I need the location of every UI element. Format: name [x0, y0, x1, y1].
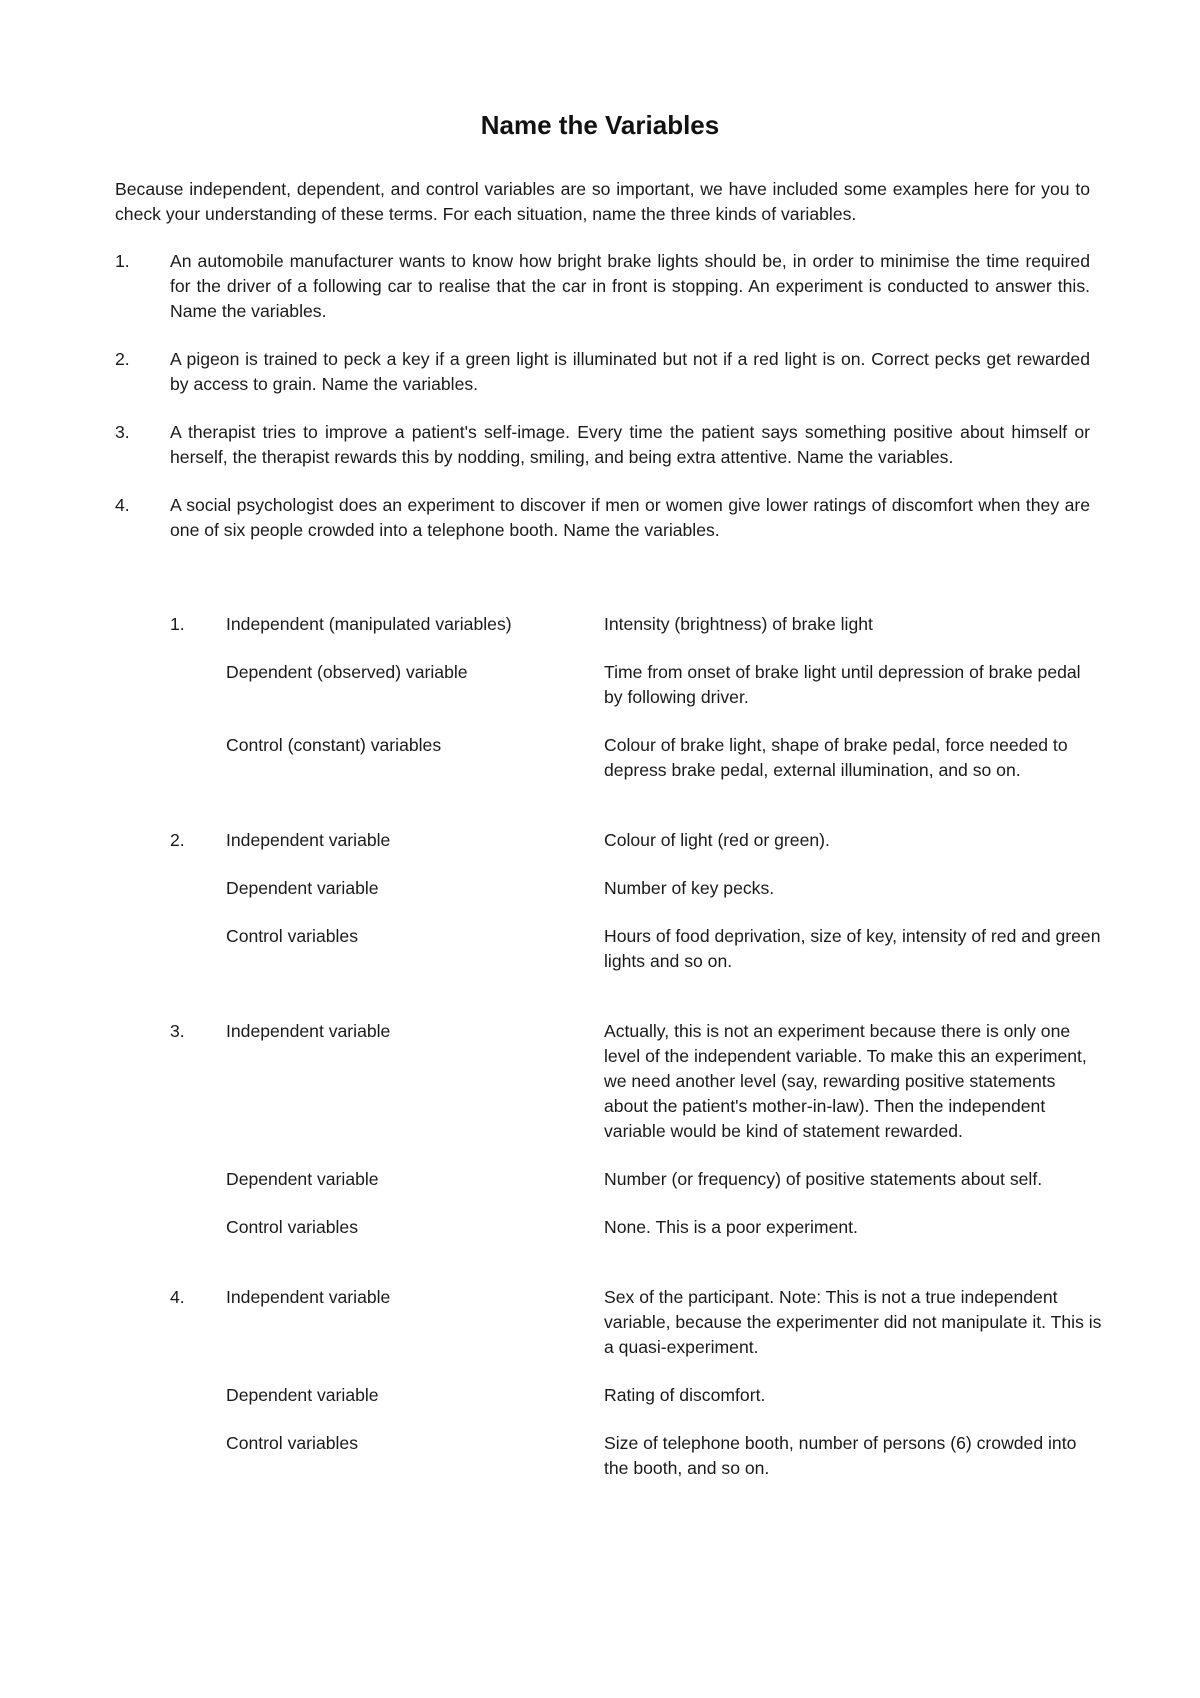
variable-value: Colour of light (red or green). [604, 830, 830, 850]
variable-label: Control variables [226, 1433, 359, 1453]
answer-row [226, 1431, 1100, 1481]
page-title: Name the Variables [480, 110, 720, 140]
answer-number: 1. [170, 614, 185, 634]
variable-label: Independent variable [226, 1021, 391, 1041]
variable-label: Independent variable [226, 830, 391, 850]
question-item [115, 420, 1090, 470]
variable-value: Sex of the participant. Note: This is not a true independent variable, because the experimenter did not manipulate it. This is a quasi-experiment. [604, 1287, 1102, 1357]
answer-block [170, 828, 1100, 974]
variable-value: Number (or frequency) of positive statements about self. [604, 1169, 1043, 1189]
answer-row [226, 612, 1100, 637]
question-number: 4. [115, 495, 130, 515]
variable-value: Number of key pecks. [604, 878, 775, 898]
question-number: 3. [115, 422, 130, 442]
answer-block [170, 1285, 1100, 1481]
intro-paragraph: Because independent, dependent, and control variables are so important, we have included some examples here for you to check your understanding of these terms. For each situation, name the three kinds of variables. [115, 179, 1090, 224]
answer-row [226, 1215, 1100, 1240]
question-text: An automobile manufacturer wants to know how bright brake lights should be, in order to minimise the time required for the driver of a following car to realise that the car in front is stopping. An experiment is conducted to answer this. Name the variables. [170, 251, 1090, 321]
variable-label: Dependent variable [226, 1169, 379, 1189]
variable-value: Rating of discomfort. [604, 1385, 766, 1405]
answer-row [226, 1383, 1100, 1408]
answer-row [226, 1285, 1100, 1360]
variable-label: Independent variable [226, 1287, 391, 1307]
answer-block [170, 612, 1100, 783]
answer-block [170, 1019, 1100, 1240]
question-item [115, 249, 1090, 324]
answer-row [226, 924, 1100, 974]
variable-value: Actually, this is not an experiment because there is only one level of the independent variable. To make this an experiment, we need another level (say, rewarding positive statements about the patient's mother-in-law). Then the independent variable would be kind of statement rewarded. [604, 1021, 1087, 1141]
variable-value: None. This is a poor experiment. [604, 1217, 858, 1237]
answer-number: 2. [170, 830, 185, 850]
variable-label: Dependent variable [226, 1385, 379, 1405]
question-number: 2. [115, 349, 130, 369]
variable-value: Colour of brake light, shape of brake pedal, force needed to depress brake pedal, external illumination, and so on. [604, 735, 1068, 780]
answer-row [226, 733, 1100, 783]
variable-label: Dependent variable [226, 878, 379, 898]
question-item [115, 493, 1090, 543]
question-list [115, 249, 1090, 566]
variable-value: Time from onset of brake light until depression of brake pedal by following driver. [604, 662, 1081, 707]
answer-row [226, 1167, 1100, 1192]
variable-label: Control variables [226, 926, 359, 946]
question-text: A social psychologist does an experiment to discover if men or women give lower ratings of discomfort when they are one of six people crowded into a telephone booth. Name the variables. [170, 495, 1090, 540]
question-number: 1. [115, 251, 130, 271]
answer-number: 3. [170, 1021, 185, 1041]
variable-value: Hours of food deprivation, size of key, intensity of red and green lights and so on. [604, 926, 1101, 971]
answer-row [226, 876, 1100, 901]
variable-label: Dependent (observed) variable [226, 662, 468, 682]
variable-label: Control variables [226, 1217, 359, 1237]
question-text: A therapist tries to improve a patient's self-image. Every time the patient says something positive about himself or herself, the therapist rewards this by nodding, smiling, and being extra attentive. Name the variables. [170, 422, 1090, 467]
variable-label: Independent (manipulated variables) [226, 614, 512, 634]
answer-row [226, 828, 1100, 853]
answer-row [226, 660, 1100, 710]
variable-label: Control (constant) variables [226, 735, 442, 755]
answer-row [226, 1019, 1100, 1144]
variable-value: Intensity (brightness) of brake light [604, 614, 873, 634]
question-item [115, 347, 1090, 397]
answer-section [170, 612, 1100, 1526]
variable-value: Size of telephone booth, number of persons (6) crowded into the booth, and so on. [604, 1433, 1077, 1478]
question-text: A pigeon is trained to peck a key if a green light is illuminated but not if a red light is on. Correct pecks get rewarded by access to grain. Name the variables. [170, 349, 1090, 394]
answer-number: 4. [170, 1287, 185, 1307]
